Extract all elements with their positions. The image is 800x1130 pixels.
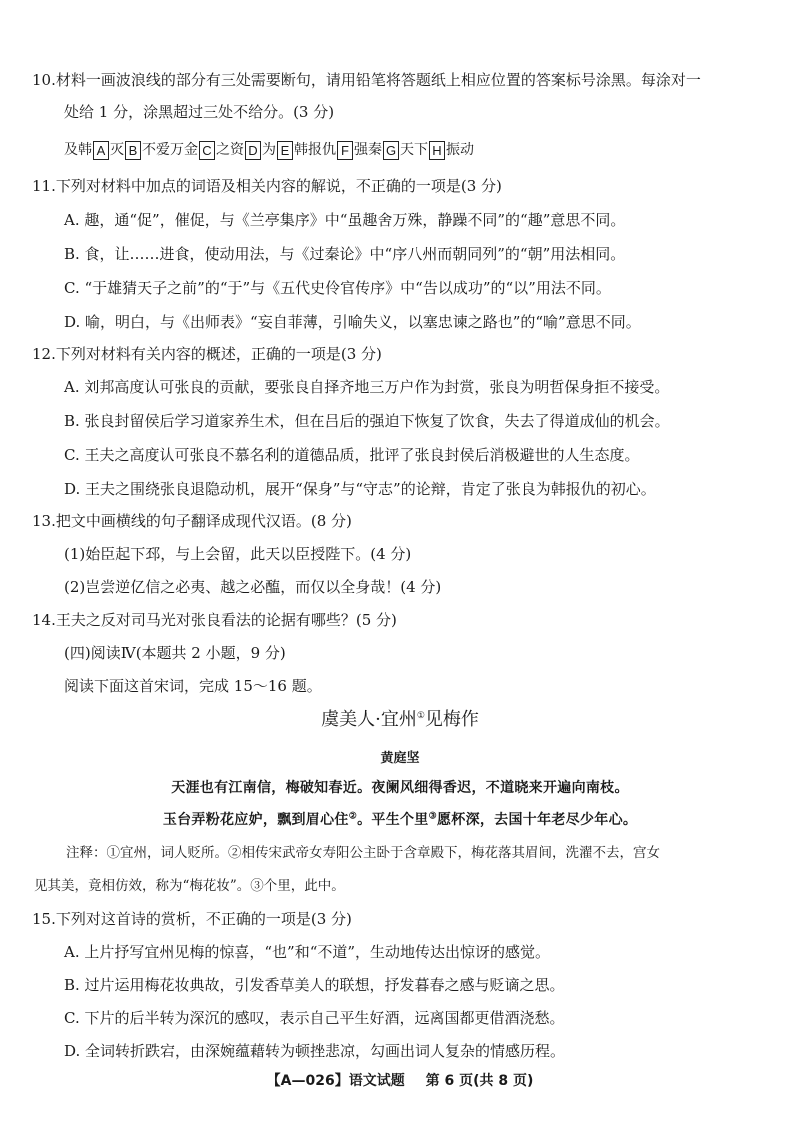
poem-title-main: 虞美人·宜州 <box>321 709 417 730</box>
q10-segment: 天下 <box>400 142 428 158</box>
poem-author: 黄庭坚 <box>380 751 420 766</box>
q15-stem: 15.下列对这首诗的赏析，不正确的一项是(3 分) <box>32 910 352 928</box>
poem-notes-line1: 注释：①宜州，词人贬所。②相传宋武帝女寿阳公主卧于含章殿下，梅花落其眉间，洗濯不去，宫女 <box>66 845 660 861</box>
poem-note-mark: ③ <box>428 811 437 822</box>
poem-title <box>0 708 800 732</box>
poem-line-1: 天涯也有江南信，梅破知春近。夜阑风细得香迟，不道晓来开遍向南枝。 <box>171 780 629 796</box>
q10-segment: 韩报仇 <box>294 142 336 158</box>
section-heading: (四)阅读Ⅳ(本题共 2 小题，9 分) <box>64 644 286 662</box>
q10-box-e[interactable]: E <box>277 141 293 160</box>
q10-segment: 及韩 <box>64 142 92 158</box>
q10-box-g[interactable]: G <box>383 141 399 160</box>
poem-title-tail: 见梅作 <box>424 709 479 730</box>
q12-option-c: C. 王夫之高度认可张良不慕名利的道德品质，批评了张良封侯后消极避世的人生态度。 <box>64 446 640 464</box>
poem-note-mark: ② <box>348 811 358 822</box>
q11-option-b: B. 食，让……进食，使动用法，与《过秦论》中“序八州而朝同列”的“朝”用法相同。 <box>64 245 626 263</box>
q10-segment: 振动 <box>446 142 474 158</box>
q12-stem: 12.下列对材料有关内容的概述，正确的一项是(3 分) <box>32 345 382 363</box>
q10-segment: 不爱万金 <box>142 142 198 158</box>
page-number: 第 6 页(共 8 页) <box>425 1073 534 1089</box>
q10-segment: 灭 <box>110 142 124 158</box>
q15-option-a: A. 上片抒写宜州见梅的惊喜，“也”和“不道”，生动地传达出惊讶的感觉。 <box>64 943 551 961</box>
q10-segment: 强秦 <box>354 142 382 158</box>
q10-answer-boxes <box>64 140 474 160</box>
exam-code: 【A—026】语文试题 <box>266 1073 405 1089</box>
poem-line-2-part: 。平生个里 <box>357 812 429 828</box>
q10-segment: 为 <box>262 142 276 158</box>
q10-stem-line1: 10.材料一画波浪线的部分有三处需要断句，请用铅笔将答题纸上相应位置的答案标号涂黑。每涂对一 <box>32 71 701 89</box>
page-footer <box>0 1071 800 1091</box>
q10-box-a[interactable]: A <box>93 141 109 160</box>
poem-title-note-mark: ① <box>416 711 425 721</box>
section-intro: 阅读下面这首宋词，完成 15～16 题。 <box>64 677 322 695</box>
q10-box-c[interactable]: C <box>199 141 215 160</box>
q13-item-2: (2)岂尝逆亿信之必夷、越之必醢，而仅以全身哉！(4 分) <box>64 578 442 596</box>
q11-option-d: D. 喻，明白，与《出师表》“妄自菲薄，引喻失义，以塞忠谏之路也”的“喻”意思不同。 <box>64 313 641 331</box>
q10-box-h[interactable]: H <box>429 141 445 160</box>
poem-line-2-part: 玉台弄粉花应妒，飘到眉心住 <box>162 812 349 828</box>
q12-option-d: D. 王夫之围绕张良退隐动机，展开“保身”与“守志”的论辩，肯定了张良为韩报仇的初心。 <box>64 480 656 498</box>
q14-stem: 14.王夫之反对司马光对张良看法的论据有哪些？(5 分) <box>32 611 397 629</box>
q15-option-b: B. 过片运用梅花妆典故，引发香草美人的联想，抒发暮春之感与贬谪之思。 <box>64 976 565 994</box>
q10-segment: 之资 <box>216 142 244 158</box>
q12-option-b: B. 张良封留侯后学习道家养生术，但在吕后的强迫下恢复了饮食，失去了得道成仙的机会。 <box>64 412 670 430</box>
q10-box-f[interactable]: F <box>337 141 353 160</box>
poem-line-2 <box>0 810 800 830</box>
q11-option-a: A. 趣，通“促”，催促，与《兰亭集序》中“虽趣舍万殊，静躁不同”的“趣”意思不同。 <box>64 211 626 229</box>
q13-item-1: (1)始臣起下邳，与上会留，此天以臣授陛下。(4 分) <box>64 545 412 563</box>
q10-box-d[interactable]: D <box>245 141 261 160</box>
q10-box-b[interactable]: B <box>125 141 141 160</box>
poem-line-2-part: 愿杯深，去国十年老尽少年心。 <box>436 812 638 828</box>
q13-stem: 13.把文中画横线的句子翻译成现代汉语。(8 分) <box>32 512 352 530</box>
q15-option-c: C. 下片的后半转为深沉的感叹，表示自己平生好酒，远离国都更借酒浇愁。 <box>64 1009 565 1027</box>
q12-option-a: A. 刘邦高度认可张良的贡献，要张良自择齐地三万户作为封赏，张良为明哲保身拒不接受。 <box>64 378 670 396</box>
q10-stem-line2: 处给 1 分，涂黑超过三处不给分。(3 分) <box>64 103 335 121</box>
q11-stem: 11.下列对材料中加点的词语及相关内容的解说，不正确的一项是(3 分) <box>32 177 502 195</box>
q15-option-d: D. 全词转折跌宕，由深婉蕴藉转为顿挫悲凉，勾画出词人复杂的情感历程。 <box>64 1042 566 1060</box>
q11-option-c: C. “于雄猜天子之前”的“于”与《五代史伶官传序》中“告以成功”的“以”用法不同。 <box>64 279 611 297</box>
poem-notes-line2: 见其美，竟相仿效，称为“梅花妆”。③个里，此中。 <box>34 878 345 894</box>
